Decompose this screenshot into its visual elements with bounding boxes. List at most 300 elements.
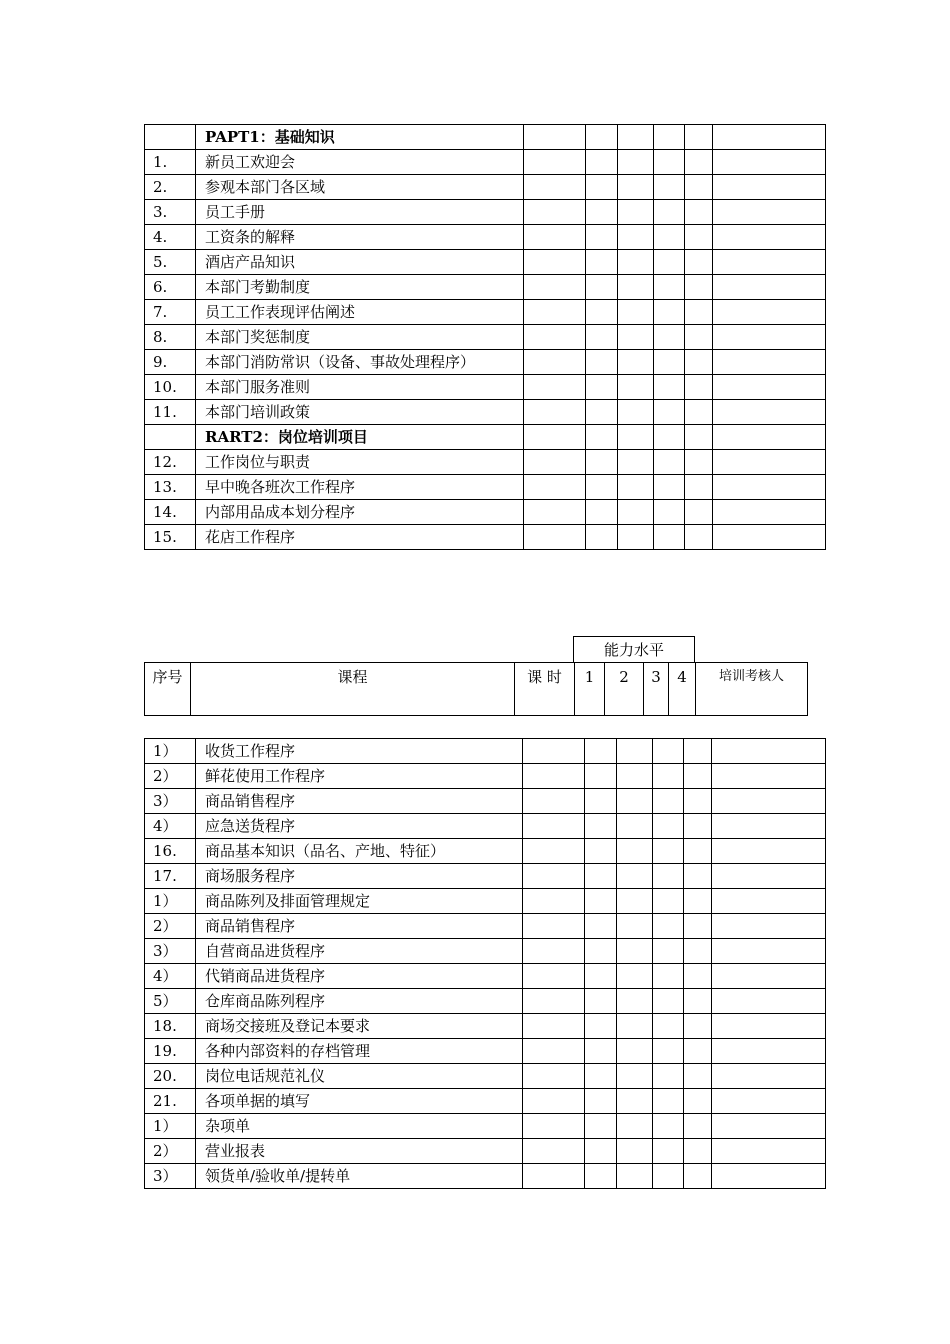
level-2-cell (618, 125, 654, 150)
level-1-cell (585, 864, 617, 889)
level-2-cell (617, 964, 653, 989)
row-number: 1） (145, 739, 196, 764)
level-3-cell (654, 500, 685, 525)
examiner-cell (712, 1089, 826, 1114)
level-4-cell (684, 939, 712, 964)
hours-cell (523, 739, 585, 764)
hours-cell (523, 989, 585, 1014)
row-number: 1） (145, 1114, 196, 1139)
examiner-cell (712, 1039, 826, 1064)
level-2-cell (617, 1164, 653, 1189)
level-4-cell (684, 864, 712, 889)
level-4-cell (685, 500, 713, 525)
level-2-cell (617, 1039, 653, 1064)
table-row (145, 175, 826, 200)
level-3-cell (653, 1039, 684, 1064)
course-name: 本部门奖惩制度 (196, 325, 524, 350)
hours-cell (524, 300, 586, 325)
level-3-cell (653, 939, 684, 964)
table-row (145, 1014, 826, 1039)
level-3-cell (654, 375, 685, 400)
level-4-cell (684, 1089, 712, 1114)
table-row (145, 300, 826, 325)
course-name: 应急送货程序 (196, 814, 523, 839)
level-4-cell (685, 350, 713, 375)
table-row (145, 225, 826, 250)
level-2-cell (617, 814, 653, 839)
training-table-part1 (144, 124, 826, 550)
level-2-cell (618, 225, 654, 250)
hours-cell (523, 789, 585, 814)
level-2-cell (618, 175, 654, 200)
level-3-header: 3 (644, 663, 669, 716)
examiner-cell (712, 864, 826, 889)
table-row (145, 475, 826, 500)
level-4-cell (685, 175, 713, 200)
level-4-cell (684, 1064, 712, 1089)
row-number: 21. (145, 1089, 196, 1114)
examiner-cell (713, 200, 826, 225)
level-3-cell (653, 739, 684, 764)
examiner-cell (713, 400, 826, 425)
hours-cell (524, 200, 586, 225)
level-1-cell (585, 939, 617, 964)
hours-cell (523, 1039, 585, 1064)
level-3-cell (654, 150, 685, 175)
level-1-cell (586, 525, 618, 550)
examiner-cell (712, 814, 826, 839)
row-number: 6. (145, 275, 196, 300)
examiner-cell (712, 789, 826, 814)
hours-cell (523, 939, 585, 964)
hours-cell (524, 425, 586, 450)
hours-cell (524, 375, 586, 400)
level-4-cell (685, 475, 713, 500)
examiner-cell (712, 989, 826, 1014)
row-number: 19. (145, 1039, 196, 1064)
hours-cell (524, 150, 586, 175)
level-3-cell (654, 400, 685, 425)
hours-cell (523, 1014, 585, 1039)
level-2-cell (617, 1139, 653, 1164)
level-4-header: 4 (669, 663, 696, 716)
examiner-cell (713, 275, 826, 300)
level-2-cell (617, 864, 653, 889)
level-4-cell (684, 989, 712, 1014)
level-2-cell (618, 275, 654, 300)
training-table-part2 (144, 738, 826, 1189)
level-3-cell (653, 1014, 684, 1039)
level-3-cell (653, 914, 684, 939)
level-1-cell (585, 1089, 617, 1114)
course-name: 早中晚各班次工作程序 (196, 475, 524, 500)
row-number: 9. (145, 350, 196, 375)
examiner-cell (712, 1014, 826, 1039)
course-name: 本部门服务准则 (196, 375, 524, 400)
hours-cell (523, 1089, 585, 1114)
level-1-cell (585, 739, 617, 764)
level-1-cell (586, 375, 618, 400)
table-row (145, 200, 826, 225)
level-3-cell (653, 1139, 684, 1164)
level-1-cell (585, 1064, 617, 1089)
level-4-cell (685, 375, 713, 400)
table-row (145, 814, 826, 839)
examiner-cell (712, 1164, 826, 1189)
hours-cell (524, 225, 586, 250)
level-2-cell (618, 525, 654, 550)
row-number: 17. (145, 864, 196, 889)
level-3-cell (653, 839, 684, 864)
table-row (145, 939, 826, 964)
course-name: 本部门考勤制度 (196, 275, 524, 300)
table-row (145, 450, 826, 475)
level-3-cell (654, 475, 685, 500)
course-name: 商品基本知识（品名、产地、特征） (196, 839, 523, 864)
course-name: 各项单据的填写 (196, 1089, 523, 1114)
hours-cell (523, 1164, 585, 1189)
row-number: 2. (145, 175, 196, 200)
table-row (145, 425, 826, 450)
level-2-cell (617, 889, 653, 914)
level-1-cell (585, 1039, 617, 1064)
level-1-cell (585, 889, 617, 914)
level-4-cell (685, 300, 713, 325)
level-2-cell (617, 789, 653, 814)
level-1-cell (585, 1164, 617, 1189)
level-4-cell (684, 789, 712, 814)
ability-level-header: 能力水平 (573, 636, 695, 662)
examiner-cell (712, 939, 826, 964)
examiner-cell (713, 475, 826, 500)
hours-cell (524, 250, 586, 275)
level-3-cell (653, 814, 684, 839)
row-number: 7. (145, 300, 196, 325)
row-number: 2） (145, 764, 196, 789)
table-row (145, 964, 826, 989)
row-number: 5. (145, 250, 196, 275)
row-number: 10. (145, 375, 196, 400)
level-1-cell (586, 275, 618, 300)
level-2-cell (618, 425, 654, 450)
course-name: 本部门消防常识（设备、事故处理程序） (196, 350, 524, 375)
level-1-cell (586, 175, 618, 200)
level-1-cell (585, 764, 617, 789)
level-3-cell (654, 200, 685, 225)
hours-cell (523, 814, 585, 839)
course-name: 商品销售程序 (196, 914, 523, 939)
row-number: 1） (145, 889, 196, 914)
table-row (145, 250, 826, 275)
course-name: 仓库商品陈列程序 (196, 989, 523, 1014)
level-2-cell (617, 939, 653, 964)
examiner-cell (712, 1114, 826, 1139)
hours-cell (523, 1114, 585, 1139)
course-name: 酒店产品知识 (196, 250, 524, 275)
course-name: 岗位电话规范礼仪 (196, 1064, 523, 1089)
level-4-cell (684, 964, 712, 989)
level-1-cell (586, 450, 618, 475)
level-3-cell (654, 275, 685, 300)
row-number: 18. (145, 1014, 196, 1039)
course-name: 代销商品进货程序 (196, 964, 523, 989)
examiner-cell (713, 525, 826, 550)
hours-cell (523, 914, 585, 939)
level-3-cell (654, 425, 685, 450)
course-name: 花店工作程序 (196, 525, 524, 550)
level-3-cell (653, 1164, 684, 1189)
seq-header: 序号 (145, 663, 191, 716)
course-name: 内部用品成本划分程序 (196, 500, 524, 525)
column-header-table (144, 662, 808, 716)
level-4-cell (684, 889, 712, 914)
table-row (145, 864, 826, 889)
examiner-cell (712, 914, 826, 939)
examiner-cell (712, 889, 826, 914)
table-row (145, 914, 826, 939)
level-4-cell (685, 125, 713, 150)
level-3-cell (654, 175, 685, 200)
level-2-cell (618, 200, 654, 225)
level-4-cell (684, 914, 712, 939)
level-1-cell (585, 989, 617, 1014)
table-row (145, 325, 826, 350)
level-1-cell (585, 1114, 617, 1139)
table-row (145, 350, 826, 375)
row-number: 5） (145, 989, 196, 1014)
level-3-cell (654, 225, 685, 250)
level-2-cell (618, 300, 654, 325)
hours-cell (524, 450, 586, 475)
level-3-cell (653, 764, 684, 789)
course-name: 商场交接班及登记本要求 (196, 1014, 523, 1039)
course-name: 商品销售程序 (196, 789, 523, 814)
examiner-cell (713, 300, 826, 325)
hours-cell (524, 125, 586, 150)
table-row (145, 889, 826, 914)
hours-cell (524, 325, 586, 350)
level-1-cell (586, 500, 618, 525)
level-4-cell (685, 225, 713, 250)
level-4-cell (684, 1139, 712, 1164)
row-number: 8. (145, 325, 196, 350)
level-4-cell (684, 1114, 712, 1139)
table-row (145, 150, 826, 175)
course-header: 课程 (191, 663, 515, 716)
section-title: RART2：岗位培训项目 (196, 425, 524, 450)
hours-cell (524, 400, 586, 425)
table-row (145, 1064, 826, 1089)
level-4-cell (685, 250, 713, 275)
level-4-cell (685, 275, 713, 300)
hours-cell (524, 500, 586, 525)
level-1-cell (586, 475, 618, 500)
level-1-cell (586, 400, 618, 425)
hours-cell (523, 1064, 585, 1089)
level-4-cell (684, 764, 712, 789)
level-3-cell (653, 1089, 684, 1114)
level-1-cell (586, 125, 618, 150)
hours-cell (523, 864, 585, 889)
table-row (145, 1089, 826, 1114)
row-number: 2） (145, 1139, 196, 1164)
examiner-cell (712, 739, 826, 764)
course-name: 参观本部门各区域 (196, 175, 524, 200)
row-number: 13. (145, 475, 196, 500)
level-4-cell (684, 1014, 712, 1039)
table-row (145, 500, 826, 525)
course-name: 本部门培训政策 (196, 400, 524, 425)
row-number: 16. (145, 839, 196, 864)
level-3-cell (654, 125, 685, 150)
level-3-cell (653, 989, 684, 1014)
level-4-cell (684, 1164, 712, 1189)
table-row (145, 400, 826, 425)
course-name: 工作岗位与职责 (196, 450, 524, 475)
level-1-cell (585, 789, 617, 814)
level-2-cell (617, 764, 653, 789)
level-3-cell (654, 525, 685, 550)
examiner-cell (712, 764, 826, 789)
level-1-cell (586, 350, 618, 375)
row-number: 14. (145, 500, 196, 525)
level-2-cell (617, 1089, 653, 1114)
table-row (145, 989, 826, 1014)
table-row (145, 125, 826, 150)
level-2-cell (617, 1064, 653, 1089)
hours-cell (524, 275, 586, 300)
table-row (145, 375, 826, 400)
row-number (145, 425, 196, 450)
level-1-cell (586, 200, 618, 225)
course-name: 商品陈列及排面管理规定 (196, 889, 523, 914)
table-row (145, 1114, 826, 1139)
course-name: 领货单/验收单/提转单 (196, 1164, 523, 1189)
level-1-cell (586, 300, 618, 325)
level-1-cell (586, 325, 618, 350)
table-row (145, 1164, 826, 1189)
examiner-header: 培训考核人 (696, 663, 808, 716)
examiner-cell (713, 125, 826, 150)
examiner-cell (712, 964, 826, 989)
course-name: 收货工作程序 (196, 739, 523, 764)
hours-cell (524, 350, 586, 375)
examiner-cell (712, 1139, 826, 1164)
table-row (145, 525, 826, 550)
table-row (145, 1139, 826, 1164)
hours-cell (523, 1139, 585, 1164)
table-row (145, 789, 826, 814)
table-row (145, 739, 826, 764)
level-4-cell (685, 400, 713, 425)
examiner-cell (713, 325, 826, 350)
level-1-cell (586, 225, 618, 250)
level-2-cell (618, 250, 654, 275)
hours-cell (523, 764, 585, 789)
level-3-cell (654, 250, 685, 275)
row-number: 4. (145, 225, 196, 250)
level-2-cell (617, 739, 653, 764)
level-2-cell (618, 150, 654, 175)
level-3-cell (653, 1114, 684, 1139)
course-name: 杂项单 (196, 1114, 523, 1139)
table-row (145, 839, 826, 864)
row-number: 3） (145, 1164, 196, 1189)
row-number: 20. (145, 1064, 196, 1089)
level-1-cell (586, 150, 618, 175)
level-2-cell (618, 375, 654, 400)
course-name: 营业报表 (196, 1139, 523, 1164)
level-4-cell (685, 150, 713, 175)
examiner-cell (713, 150, 826, 175)
examiner-cell (713, 450, 826, 475)
level-2-cell (618, 500, 654, 525)
hours-cell (524, 475, 586, 500)
course-name: 鲜花使用工作程序 (196, 764, 523, 789)
level-2-cell (617, 1014, 653, 1039)
level-4-cell (685, 200, 713, 225)
level-2-cell (618, 400, 654, 425)
level-3-cell (654, 300, 685, 325)
level-3-cell (654, 450, 685, 475)
level-1-cell (585, 1139, 617, 1164)
level-1-cell (585, 839, 617, 864)
level-4-cell (685, 525, 713, 550)
level-3-cell (654, 350, 685, 375)
row-number (145, 125, 196, 150)
course-name: 商场服务程序 (196, 864, 523, 889)
hours-cell (524, 175, 586, 200)
hours-cell (523, 889, 585, 914)
level-4-cell (685, 450, 713, 475)
level-4-cell (684, 739, 712, 764)
course-name: 自营商品进货程序 (196, 939, 523, 964)
level-4-cell (685, 325, 713, 350)
course-name: 员工工作表现评估阐述 (196, 300, 524, 325)
level-2-header: 2 (605, 663, 644, 716)
row-number: 1. (145, 150, 196, 175)
level-1-header: 1 (575, 663, 605, 716)
level-2-cell (617, 914, 653, 939)
examiner-cell (713, 425, 826, 450)
examiner-cell (713, 225, 826, 250)
level-4-cell (684, 814, 712, 839)
row-number: 4） (145, 814, 196, 839)
level-2-cell (618, 475, 654, 500)
hours-header: 课 时 (515, 663, 575, 716)
level-2-cell (618, 450, 654, 475)
level-4-cell (684, 839, 712, 864)
level-3-cell (653, 789, 684, 814)
level-1-cell (585, 814, 617, 839)
level-2-cell (618, 350, 654, 375)
course-name: 员工手册 (196, 200, 524, 225)
level-3-cell (653, 964, 684, 989)
level-2-cell (617, 839, 653, 864)
level-3-cell (653, 889, 684, 914)
table-row (145, 275, 826, 300)
table-row (145, 1039, 826, 1064)
examiner-cell (712, 839, 826, 864)
hours-cell (523, 839, 585, 864)
section-title: PAPT1：基础知识 (196, 125, 524, 150)
row-number: 3） (145, 789, 196, 814)
level-1-cell (585, 1014, 617, 1039)
course-name: 各种内部资料的存档管理 (196, 1039, 523, 1064)
level-3-cell (653, 1064, 684, 1089)
row-number: 3. (145, 200, 196, 225)
row-number: 3） (145, 939, 196, 964)
